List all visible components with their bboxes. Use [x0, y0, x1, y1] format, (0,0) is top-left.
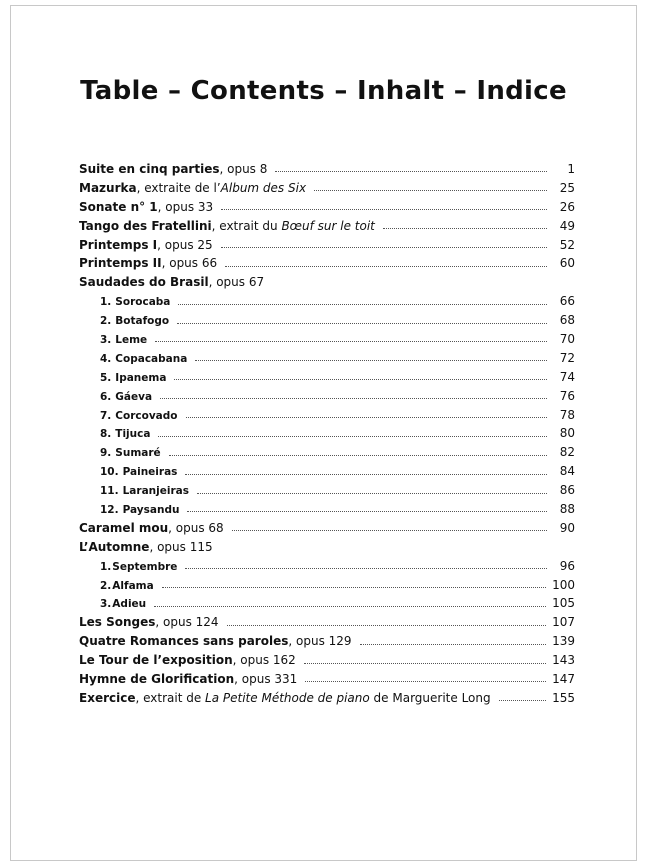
- entry-name: Copacabana: [115, 352, 188, 365]
- page-number: 96: [559, 558, 575, 573]
- dot-leader: [314, 189, 547, 191]
- entry-title: [100, 407, 178, 426]
- toc-subentry[interactable]: [79, 500, 575, 519]
- entry-number: 11.: [100, 485, 119, 498]
- entry-number: 1.: [100, 296, 112, 309]
- dot-leader: [178, 303, 547, 305]
- page-number: 49: [559, 218, 575, 233]
- toc-entry[interactable]: [79, 160, 575, 179]
- page-number: 66: [559, 294, 575, 309]
- toc-subentry[interactable]: [79, 349, 575, 368]
- dot-leader: [177, 322, 547, 324]
- work-title: Printemps I: [79, 237, 158, 252]
- toc-subentry[interactable]: [79, 576, 575, 595]
- toc-entry[interactable]: [79, 217, 575, 236]
- entry-name: Paineiras: [122, 466, 178, 479]
- entry-title: [100, 425, 150, 444]
- page-number: 90: [559, 520, 575, 535]
- dot-leader: [305, 680, 546, 682]
- page-number: 105: [552, 596, 575, 611]
- page-number: 82: [559, 445, 575, 460]
- toc-entry[interactable]: [79, 670, 575, 689]
- toc-subentry[interactable]: [79, 443, 575, 462]
- entry-title: [79, 632, 352, 651]
- entry-detail: , opus 8: [219, 162, 268, 176]
- entry-name: Tijuca: [115, 428, 151, 441]
- page-number: 139: [552, 634, 575, 649]
- toc-subentry[interactable]: [79, 481, 575, 500]
- dot-leader: [275, 170, 547, 172]
- entry-title: [100, 482, 189, 501]
- entry-title: [79, 613, 219, 632]
- dot-leader: [160, 397, 547, 399]
- entry-number: 2.: [100, 579, 112, 592]
- entry-number: 2.: [100, 315, 112, 328]
- entry-detail: , extrait de: [135, 690, 206, 705]
- page-number: 147: [552, 672, 575, 687]
- toc-entry[interactable]: [79, 538, 575, 557]
- entry-name: Adieu: [112, 598, 147, 611]
- work-title: Hymne de Glorification: [79, 672, 235, 687]
- toc-entry[interactable]: [79, 651, 575, 670]
- page-number: 25: [559, 180, 575, 195]
- page-title: Table – Contents – Inhalt – Indice: [80, 76, 567, 106]
- work-title: Tango des Fratellini: [79, 218, 212, 233]
- page-number: 70: [559, 332, 575, 347]
- toc-subentry[interactable]: [79, 368, 575, 387]
- entry-title: [79, 160, 267, 179]
- work-title: Caramel mou: [79, 520, 169, 535]
- entry-detail: , opus 66: [161, 256, 218, 271]
- toc-entry[interactable]: [79, 236, 575, 255]
- entry-number: 1.: [100, 560, 112, 573]
- entry-detail: , opus 25: [157, 237, 213, 252]
- dot-leader: [304, 662, 546, 664]
- work-title: Exercice: [79, 690, 136, 705]
- page-number: 100: [552, 577, 575, 592]
- entry-detail: , opus 67: [208, 275, 265, 290]
- dot-leader: [225, 265, 547, 267]
- dot-leader: [383, 227, 547, 229]
- entry-title: [79, 217, 375, 236]
- entry-title: [79, 651, 296, 670]
- entry-title: [100, 444, 161, 463]
- entry-number: 4.: [100, 352, 112, 365]
- dot-leader: [221, 246, 547, 248]
- toc-subentry[interactable]: [79, 557, 575, 576]
- page-number: 1: [567, 162, 575, 176]
- toc-subentry[interactable]: [79, 406, 575, 425]
- dot-leader: [185, 567, 547, 569]
- entry-detail: , extraite de l’: [136, 180, 221, 195]
- entry-title: [79, 179, 306, 198]
- dot-leader: [227, 624, 547, 626]
- entry-detail: de Marguerite Long: [369, 690, 491, 705]
- work-title: Sonate n° 1: [79, 199, 158, 214]
- entry-title: [100, 595, 146, 614]
- source-title: Bœuf sur le toit: [281, 218, 375, 233]
- entry-number: 10.: [100, 466, 119, 479]
- dot-leader: [195, 359, 547, 361]
- entry-title: [79, 519, 224, 538]
- toc-entry[interactable]: [79, 689, 575, 708]
- entry-number: 8.: [100, 428, 112, 441]
- dot-leader: [197, 492, 547, 494]
- page-number: 84: [559, 464, 575, 479]
- entry-title: [79, 689, 491, 708]
- work-title: Printemps II: [79, 256, 162, 271]
- toc-subentry[interactable]: [79, 387, 575, 406]
- entry-name: Botafogo: [115, 315, 170, 328]
- entry-title: [100, 350, 187, 369]
- page-number: 72: [559, 350, 575, 365]
- entry-number: 3.: [100, 334, 112, 347]
- page-number: 80: [559, 426, 575, 441]
- work-title: L’Automne: [79, 539, 150, 554]
- toc-entry[interactable]: [79, 198, 575, 217]
- entry-detail: , opus 68: [168, 520, 224, 535]
- entry-title: [100, 558, 177, 577]
- entry-title: [79, 236, 213, 255]
- entry-title: [79, 254, 217, 273]
- entry-title: [100, 293, 170, 312]
- dot-leader: [360, 643, 547, 645]
- entry-title: [100, 369, 166, 388]
- page-number: 68: [559, 313, 575, 328]
- page-number: 86: [559, 483, 575, 498]
- dot-leader: [158, 435, 547, 437]
- work-title: Les Songes: [79, 615, 156, 630]
- toc-subentry[interactable]: [79, 311, 575, 330]
- dot-leader: [162, 586, 546, 588]
- work-title: Le Tour de l’exposition: [79, 653, 233, 668]
- source-title: Album des Six: [220, 180, 307, 195]
- entry-number: 12.: [100, 504, 119, 517]
- page-number: 60: [559, 256, 575, 271]
- entry-name: Gáeva: [115, 390, 153, 403]
- dot-leader: [186, 416, 548, 418]
- entry-name: Sumaré: [115, 447, 161, 460]
- dot-leader: [155, 340, 547, 342]
- entry-detail: , opus 124: [155, 615, 219, 630]
- toc-subentry[interactable]: [79, 292, 575, 311]
- page-number: 26: [559, 199, 575, 214]
- entry-title: [100, 463, 177, 482]
- work-title: Suite en cinq parties: [79, 162, 220, 176]
- entry-detail: , extrait du: [211, 218, 282, 233]
- toc-entry[interactable]: [79, 613, 575, 632]
- entry-name: Laranjeiras: [122, 485, 189, 498]
- entry-name: Leme: [115, 334, 148, 347]
- work-title: Quatre Romances sans paroles: [79, 634, 289, 649]
- page-number: 155: [552, 690, 575, 705]
- toc-subentry[interactable]: [79, 462, 575, 481]
- entry-title: [100, 577, 154, 596]
- page-number: 88: [559, 502, 575, 517]
- entry-detail: , opus 33: [157, 199, 214, 214]
- entry-number: 6.: [100, 390, 112, 403]
- page-number: 78: [559, 407, 575, 422]
- toc-entry[interactable]: [79, 254, 575, 273]
- entry-name: Paysandu: [122, 504, 180, 517]
- entry-title: [100, 312, 169, 331]
- toc-entry[interactable]: [79, 273, 575, 292]
- toc-subentry[interactable]: [79, 594, 575, 613]
- dot-leader: [187, 510, 547, 512]
- entry-number: 3.: [100, 598, 112, 611]
- page-number: 74: [559, 369, 575, 384]
- entry-detail: , opus 115: [149, 539, 213, 554]
- toc-entry[interactable]: [79, 519, 575, 538]
- dot-leader: [221, 208, 547, 210]
- toc-subentry[interactable]: [79, 330, 575, 349]
- entry-name: Sorocaba: [115, 296, 171, 309]
- entry-detail: , opus 129: [288, 634, 352, 649]
- page-number: 107: [552, 615, 575, 630]
- entry-number: 5.: [100, 371, 112, 384]
- entry-title: [79, 273, 264, 292]
- toc-subentry[interactable]: [79, 424, 575, 443]
- entry-detail: , opus 162: [232, 653, 296, 668]
- toc-entry[interactable]: [79, 632, 575, 651]
- entry-name: Corcovado: [115, 409, 178, 422]
- entry-name: Alfama: [112, 579, 154, 592]
- work-title: Saudades do Brasil: [79, 275, 209, 290]
- table-of-contents: [79, 160, 575, 708]
- dot-leader: [499, 699, 546, 701]
- entry-title: [100, 501, 179, 520]
- page-number: 52: [559, 237, 575, 252]
- dot-leader: [169, 454, 547, 456]
- document-page: [10, 5, 637, 861]
- entry-name: Ipanema: [115, 371, 167, 384]
- page-number: 143: [552, 653, 575, 668]
- toc-entry[interactable]: [79, 179, 575, 198]
- entry-title: [79, 538, 213, 557]
- entry-name: Septembre: [112, 560, 178, 573]
- dot-leader: [232, 529, 547, 531]
- work-title: Mazurka: [79, 180, 137, 195]
- entry-number: 7.: [100, 409, 112, 422]
- entry-title: [79, 670, 297, 689]
- page-number: 76: [559, 388, 575, 403]
- dot-leader: [154, 605, 546, 607]
- entry-title: [100, 388, 152, 407]
- entry-number: 9.: [100, 447, 112, 460]
- dot-leader: [174, 378, 547, 380]
- source-title: La Petite Méthode de piano: [205, 690, 370, 705]
- entry-detail: , opus 331: [234, 672, 298, 687]
- dot-leader: [185, 473, 547, 475]
- entry-title: [100, 331, 147, 350]
- entry-title: [79, 198, 213, 217]
